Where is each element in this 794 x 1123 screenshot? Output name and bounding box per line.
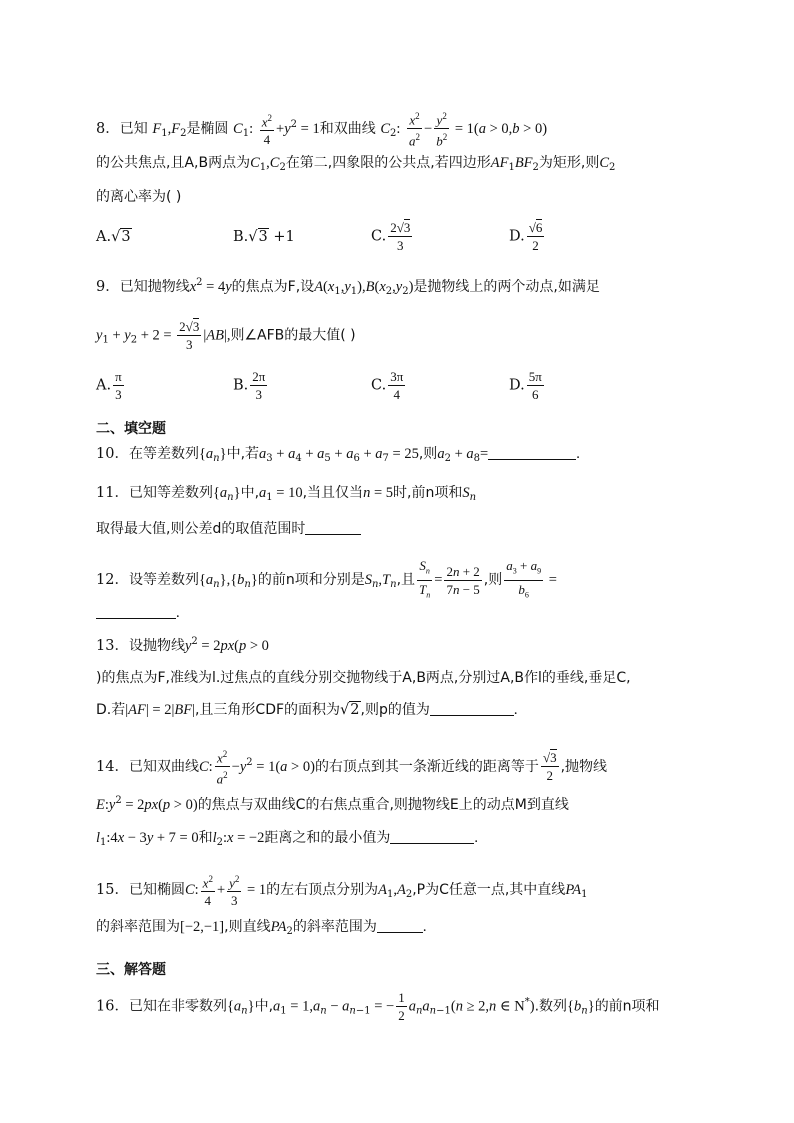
q12-line2: . <box>96 603 180 623</box>
q11-line2: 取得最大值,则公差d的取值范围时 <box>96 519 361 539</box>
q8-line1: 8．已知 $F_1,F_2$是椭圆 $C_1$: $\frac{x^2}{4}$ $+y^2 = 1$和双曲线 $C_2$: $\frac{x^2}{a^2}$ − $\frac{y^2}{b^2}$ = 1(a > 0,b > 0) <box>96 108 547 150</box>
q8-option-a[interactable]: A.√3 <box>96 229 131 245</box>
q8-line2: 的公共焦点,且A,B两点为$C_1,C_2$在第二,四象限的公共点,若四边形$AF_1BF_2$为矩形,则$C_2$ <box>96 155 616 173</box>
q10-line: 10．在等差数列$\{a_n\}$中,若$a_3 + a_4 + a_5 + a_6 + a_7 = 25$,则$a_2 + a_8=$ . <box>96 446 580 464</box>
q12-answer-blank[interactable] <box>96 604 176 619</box>
q9-option-b[interactable]: B. $\frac{2\pi}{3}$ <box>233 369 266 402</box>
q9-option-a[interactable]: A. $\frac{\pi}{3}$ <box>96 369 122 402</box>
q13-line2: )的焦点为F,准线为l.过焦点的直线分别交抛物线于A,B两点,分别过A,B作l的垂线,垂足C, <box>96 670 631 686</box>
q11-answer-blank[interactable] <box>305 520 361 535</box>
q9-line2: $y_1 + y_2 + 2$ = $\frac{2√3}{3}$ |AB|,则∠AFB的最大值( ) <box>96 319 356 352</box>
q14-answer-blank[interactable] <box>390 829 474 844</box>
q16-line1: 16．已知在非零数列$\{a_n\}$中$,a_1 = 1,a_n - a_{n-1}$ = − $\frac{1}{2}$ $a_na_{n-1}(n \ge 2,n$ ∈ N*).数列$\{b_n\}$的前n项和 <box>96 990 660 1023</box>
q9-option-d[interactable]: D. $\frac{5\pi}{6}$ <box>509 369 542 402</box>
q10-answer-blank[interactable] <box>488 445 576 460</box>
q12-line1: 12．设等差数列$\{a_n\},\{b_n\}$的前n项和分别是$S_n,T_n$,且 $\frac{S_n}{T_n}$ = $\frac{2n + 2}{7n - 5}$ ,则 $\frac{a_3 + a_9}{b_6}$ = <box>96 558 557 600</box>
q15-line1: 15．已知椭圆C: $\frac{x^2}{4}$ + $\frac{y^2}{3}$ = 1的左右顶点分别为$A_1,A_2,P$为C任意一点,其中直线$PA_1$ <box>96 871 588 909</box>
q11-line1: 11．已知等差数列$\{a_n\}$中$,a_1 = 10$,当且仅当n = 5时,前n项和$S_n$ <box>96 485 477 503</box>
section-fill-in-heading: 二、填空题 <box>96 421 166 437</box>
q13-line3: D.若|AF| = 2|BF|,且三角形CDF的面积为√2,则p的值为 . <box>96 702 518 718</box>
q8-option-d[interactable]: D. $\frac{√6}{2}$ <box>509 220 543 253</box>
q14-line1: 14．已知双曲线C: $\frac{x^2}{a^2}$ $-y^2 = 1(a > 0)$的右顶点到其一条渐近线的距离等于 $\frac{√3}{2}$ ,抛物线 <box>96 746 607 788</box>
q8-line3: 的离心率为( ) <box>96 189 182 205</box>
q8-option-c[interactable]: C. $\frac{2√3}{3}$ <box>371 220 411 253</box>
q13-answer-blank[interactable] <box>430 701 514 716</box>
q9-option-c[interactable]: C. $\frac{3\pi}{4}$ <box>371 369 404 402</box>
section-solution-heading: 三、解答题 <box>96 962 166 978</box>
q8-option-b[interactable]: B.√3 +1 <box>233 229 295 245</box>
q9-line1: 9．已知抛物线$x^2 = 4y$的焦点为F,设$A(x_1,y_1),B(x_2,y_2)$是抛物线上的两个动点,如满足 <box>96 277 600 297</box>
q14-line2: $E:y^2 = 2px(p > 0)$的焦点与双曲线C的右焦点重合,则抛物线E上的动点M到直线 <box>96 795 569 813</box>
q15-answer-blank[interactable] <box>377 918 423 933</box>
q13-line1: 13．设抛物线$y^2 = 2px(p > 0$ <box>96 636 269 654</box>
q15-line2: 的斜率范围为[−2,−1],则直线$PA_2$的斜率范围为 . <box>96 919 427 937</box>
q8-number: 8． <box>96 120 120 137</box>
q14-line3: $l_1:4x - 3y + 7 = 0$和$l_2:x = -2$距离之和的最小值为 . <box>96 830 478 848</box>
